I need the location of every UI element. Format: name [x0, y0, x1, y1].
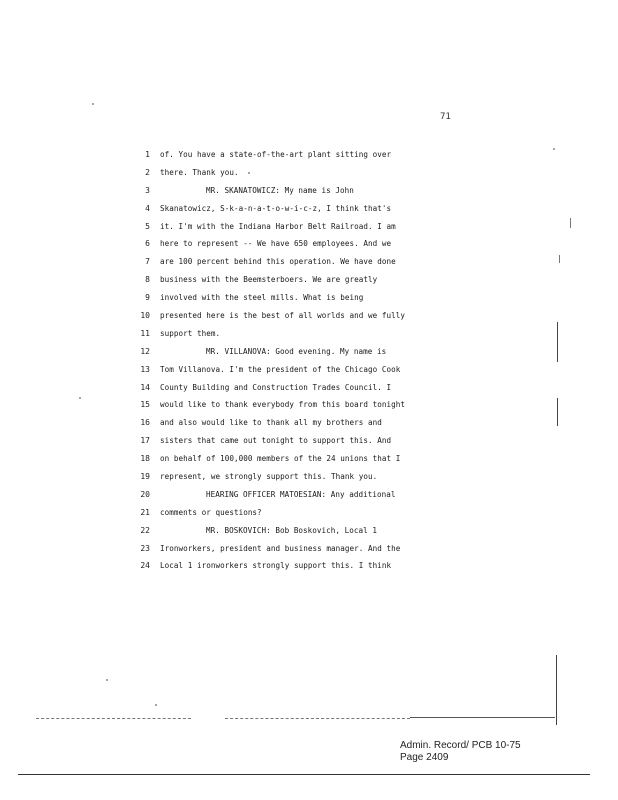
line-text: sisters that came out tonight to support this. And — [160, 436, 392, 446]
transcript-line — [120, 273, 450, 291]
line-text: Tom Villanova. I'm the president of the Chicago Cook — [160, 364, 401, 374]
transcript-lines — [120, 148, 450, 577]
footer-record-id: Admin. Record/ PCB 10-75 — [400, 740, 521, 751]
transcript-line — [120, 184, 450, 202]
line-text: represent, we strongly support this. Thank you. — [160, 472, 378, 482]
line-text: involved with the steel mills. What is being — [160, 293, 364, 303]
transcript-line — [120, 345, 450, 363]
transcript-line — [120, 381, 450, 399]
line-text: and also would like to thank all my brothers and — [160, 418, 382, 428]
scan-vertical-mark — [556, 655, 557, 725]
line-text: MR. SKANATOWICZ: My name is John — [206, 185, 354, 195]
line-number: 17 — [140, 436, 150, 446]
transcript-line — [120, 470, 450, 488]
line-text: there. Thank you. — [160, 167, 239, 177]
line-number: 5 — [145, 221, 150, 231]
line-text: Local 1 ironworkers strongly support this. I think — [160, 561, 392, 571]
line-number: 22 — [140, 525, 150, 535]
line-number: 8 — [145, 275, 150, 285]
line-text: County Building and Construction Trades Council. I — [160, 382, 392, 392]
line-text: HEARING OFFICER MATOESIAN: Any additional — [206, 489, 396, 499]
line-number: 23 — [140, 543, 150, 553]
transcript-line — [120, 452, 450, 470]
scan-speck — [155, 704, 157, 706]
line-number: 12 — [140, 346, 150, 356]
line-number: 24 — [140, 561, 150, 571]
transcript-line — [120, 542, 450, 560]
scan-speck — [248, 172, 250, 174]
transcript-line — [120, 237, 450, 255]
transcript-line — [120, 398, 450, 416]
line-text: of. You have a state-of-the-art plant sitting over — [160, 150, 392, 159]
line-number: 11 — [140, 328, 150, 338]
transcript-line — [120, 220, 450, 238]
scan-rule-right — [410, 717, 555, 718]
line-text: support them. — [160, 328, 221, 338]
line-number: 4 — [145, 203, 150, 213]
line-text: it. I'm with the Indiana Harbor Belt Railroad. I am — [160, 221, 396, 231]
line-text: are 100 percent behind this operation. We have done — [160, 257, 396, 267]
line-text: comments or questions? — [160, 507, 262, 517]
transcript-line — [120, 148, 450, 166]
line-number: 6 — [145, 239, 150, 249]
transcript-line — [120, 327, 450, 345]
transcript-line — [120, 166, 450, 184]
transcript-line — [120, 416, 450, 434]
transcript-line — [120, 559, 450, 577]
line-text: here to represent -- We have 650 employees. And we — [160, 239, 392, 249]
line-text: MR. VILLANOVA: Good evening. My name is — [206, 346, 387, 356]
line-number: 16 — [140, 418, 150, 428]
page-bottom-rule — [18, 774, 590, 775]
scan-vertical-mark — [557, 398, 558, 426]
page-number: 71 — [440, 112, 451, 122]
line-number: 19 — [140, 472, 150, 482]
line-number: 14 — [140, 382, 150, 392]
line-text: business with the Beemsterboers. We are greatly — [160, 275, 378, 285]
scan-speck — [79, 397, 81, 399]
line-number: 15 — [140, 400, 150, 410]
transcript-line — [120, 524, 450, 542]
line-text: presented here is the best of all worlds and we fully — [160, 311, 405, 321]
transcript-line — [120, 202, 450, 220]
line-text: MR. BOSKOVICH: Bob Boskovich, Local 1 — [206, 525, 378, 535]
scan-speck — [553, 148, 555, 150]
scan-speck — [106, 679, 108, 681]
line-text: Ironworkers, president and business manager. And the — [160, 543, 401, 553]
transcript-line — [120, 363, 450, 381]
line-number: 20 — [140, 489, 150, 499]
line-number: 3 — [145, 185, 150, 195]
line-number: 21 — [140, 507, 150, 517]
line-number: 1 — [145, 150, 150, 159]
scan-vertical-mark — [557, 322, 558, 362]
admin-record-footer — [400, 740, 521, 764]
line-number: 7 — [145, 257, 150, 267]
line-number: 18 — [140, 454, 150, 464]
scan-vertical-mark — [559, 255, 560, 263]
scan-dash-line-mid — [225, 718, 410, 719]
line-text: Skanatowicz, S-k-a-n-a-t-o-w-i-c-z, I think that's — [160, 203, 392, 213]
scan-speck — [92, 103, 94, 105]
scan-vertical-mark — [570, 218, 571, 228]
transcript-line — [120, 434, 450, 452]
line-text: would like to thank everybody from this board tonight — [160, 400, 405, 410]
transcript-line — [120, 488, 450, 506]
transcript-line — [120, 309, 450, 327]
transcript-line — [120, 506, 450, 524]
line-text: on behalf of 100,000 members of the 24 unions that I — [160, 454, 401, 464]
scan-dash-line-left — [36, 718, 191, 719]
transcript-line — [120, 255, 450, 273]
line-number: 9 — [145, 293, 150, 303]
line-number: 13 — [140, 364, 150, 374]
line-number: 2 — [145, 167, 150, 177]
footer-page: Page 2409 — [400, 752, 449, 763]
transcript-line — [120, 291, 450, 309]
line-number: 10 — [140, 311, 150, 321]
